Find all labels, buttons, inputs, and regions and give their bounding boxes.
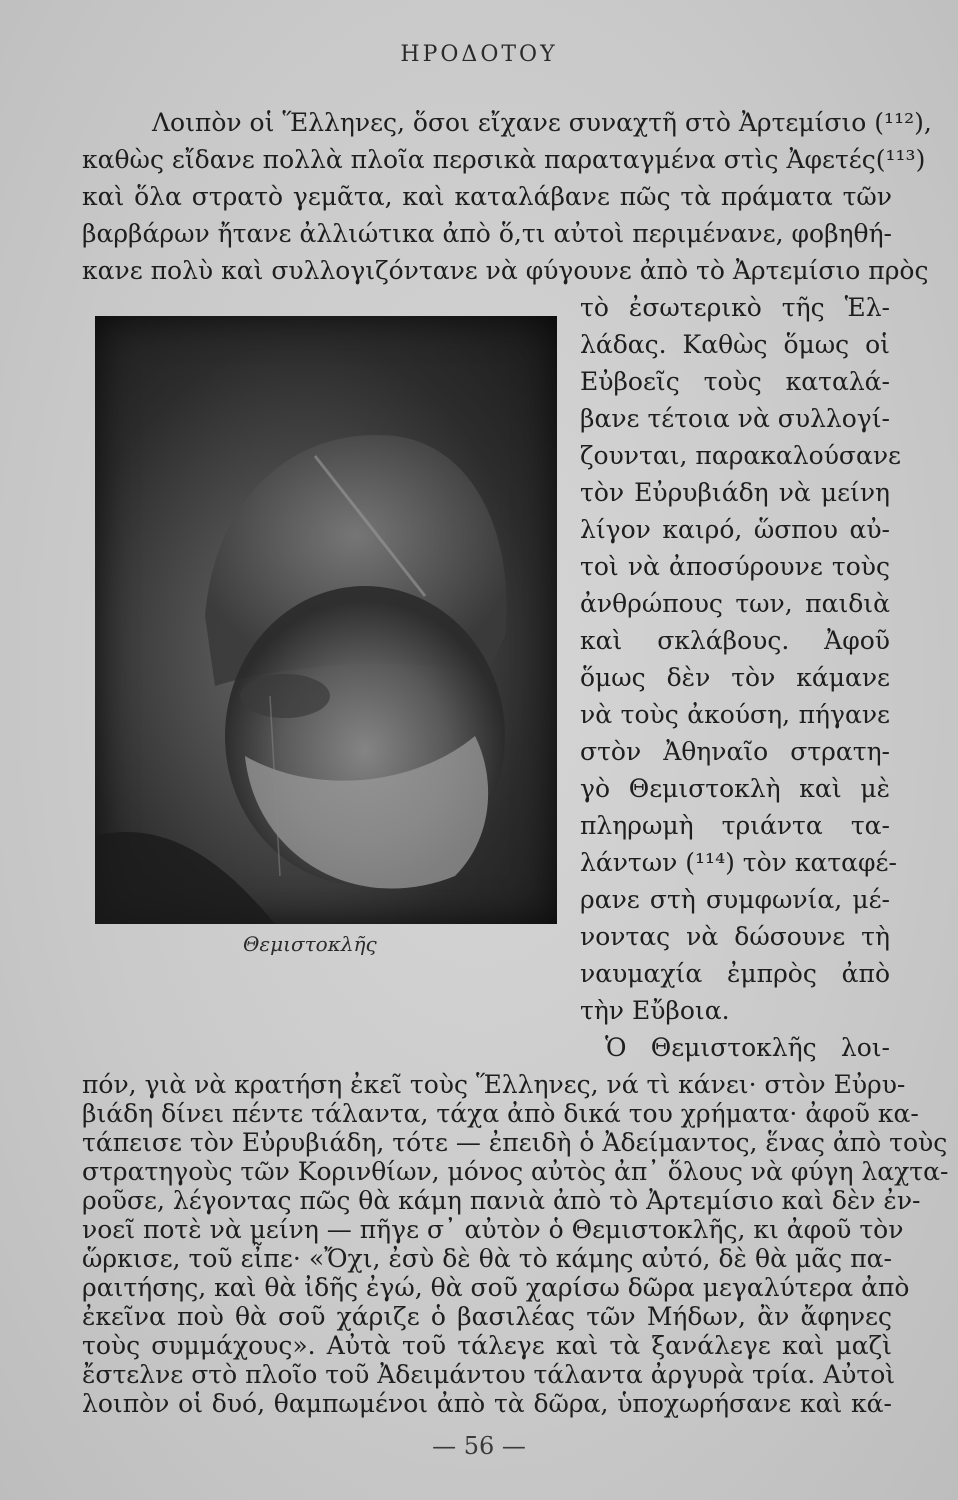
text-line: καθὼς εἴδανε πολλὰ πλοῖα περσικὰ παραταγμένα στὶς Ἀφετές(¹¹³) <box>82 145 926 174</box>
text-line: ρανε στὴ συμφωνία, μέ- <box>580 885 890 914</box>
text-line: Εὐβοεῖς τοὺς καταλά- <box>580 367 890 396</box>
text-line: στρατηγοὺς τῶν Κορινθίων, μόνος αὐτὸς ἀπ᾿ ὅλους νὰ φύγη λαχτα- <box>82 1157 949 1186</box>
text-line: βιάδη δίνει πέντε τάλαντα, τάχα ἀπὸ δικά του χρήματα· ἀφοῦ κα- <box>82 1099 919 1128</box>
text-line: βανε τέτοια νὰ συλλογί- <box>580 404 890 433</box>
text-line: τοὶ νὰ ἀποσύρουνε τοὺς <box>580 552 890 581</box>
text-line: στὸν Ἀθηναῖο στρατη- <box>580 737 890 766</box>
text-line: πληρωμὴ τριάντα τα- <box>580 811 890 840</box>
page-number: — 56 — <box>432 1432 526 1460</box>
text-line: Λοιπὸν οἱ Ἕλληνες, ὅσοι εἴχανε συναχτῆ στὸ Ἀρτεμίσιο (¹¹²), <box>152 108 932 137</box>
text-line: ὅμως δὲν τὸν κάμανε <box>580 663 890 692</box>
text-line: τάπεισε τὸν Εὐρυβιάδη, τότε — ἐπειδὴ ὁ Ἀδείμαντος, ἕνας ἀπὸ τοὺς <box>82 1128 948 1157</box>
text-line: Ὁ Θεμιστοκλῆς λοι- <box>605 1033 890 1062</box>
text-line: ναυμαχία ἐμπρὸς ἀπὸ <box>580 959 890 988</box>
themistocles-portrait <box>95 316 557 924</box>
text-line: βαρβάρων ἤτανε ἀλλιώτικα ἀπὸ ὅ,τι αὐτοὶ περιμένανε, φοβηθή- <box>82 219 892 248</box>
text-line: τὸν Εὐρυβιάδη νὰ μείνη <box>580 478 890 507</box>
text-line: νοεῖ ποτὲ νὰ μείνη — πῆγε σ᾿ αὐτὸν ὁ Θεμιστοκλῆς, κι ἀφοῦ τὸν <box>82 1215 904 1244</box>
text-line: νὰ τοὺς ἀκούση, πήγανε <box>580 700 890 729</box>
text-line: πόν, γιὰ νὰ κρατήση ἐκεῖ τοὺς Ἕλληνες, νά τὶ κάνει· στὸν Εὐρυ- <box>82 1070 906 1099</box>
text-line: λάντων (¹¹⁴) τὸν καταφέ- <box>580 848 897 877</box>
text-line: γὸ Θεμιστοκλὴ καὶ μὲ <box>580 774 890 803</box>
text-line: νοντας νὰ δώσουνε τὴ <box>580 922 890 951</box>
text-line: ζουνται, παρακαλούσανε <box>580 441 901 470</box>
text-line: καὶ σκλάβους. Ἀφοῦ <box>580 626 890 655</box>
text-line: ἀνθρώπους των, παιδιὰ <box>580 589 890 618</box>
text-line: τὸ ἐσωτερικὸ τῆς Ἑλ- <box>580 293 890 322</box>
text-line: λάδας. Καθὼς ὅμως οἱ <box>580 330 890 359</box>
portrait-caption: Θεμιστοκλῆς <box>243 932 377 956</box>
text-line: τὴν Εὔβοια. <box>580 996 730 1025</box>
running-head: ΗΡΟΔΟΤΟΥ <box>400 42 558 67</box>
text-line: ὥρκισε, τοῦ εἶπε· «Ὄχι, ἐσὺ δὲ θὰ τὸ κάμης αὐτό, δὲ θὰ μᾶς πα- <box>82 1244 892 1273</box>
text-line: ἐκεῖνα ποὺ θὰ σοῦ χάριζε ὁ βασιλέας τῶν Μήδων, ἂν ἄφηνες <box>82 1302 892 1331</box>
text-line: λίγον καιρό, ὥσπου αὐ- <box>580 515 890 544</box>
text-line: ἔστελνε στὸ πλοῖο τοῦ Ἀδειμάντου τάλαντα ἀργυρὰ τρία. Αὐτοὶ <box>82 1360 896 1389</box>
text-line: ροῦσε, λέγοντας πῶς θὰ κάμη πανιὰ ἀπὸ τὸ Ἀρτεμίσιο καὶ δὲν ἐν- <box>82 1186 921 1215</box>
text-line: καὶ ὅλα στρατὸ γεμᾶτα, καὶ καταλάβανε πῶς τὰ πράματα τῶν <box>82 182 892 211</box>
text-line: ραιτήσης, καὶ θὰ ἰδῆς ἐγώ, θὰ σοῦ χαρίσω δῶρα μεγαλύτερα ἀπὸ <box>82 1273 910 1302</box>
text-line: τοὺς συμμάχους». Αὐτὰ τοῦ τάλεγε καὶ τὰ ξανάλεγε καὶ μαζὶ <box>82 1331 892 1360</box>
text-line: κανε πολὺ καὶ συλλογιζόντανε νὰ φύγουνε ἀπὸ τὸ Ἀρτεμίσιο πρὸς <box>82 256 929 285</box>
text-line: λοιπὸν οἱ δυό, θαμπωμένοι ἀπὸ τὰ δῶρα, ὑποχωρήσανε καὶ κά- <box>82 1389 892 1418</box>
